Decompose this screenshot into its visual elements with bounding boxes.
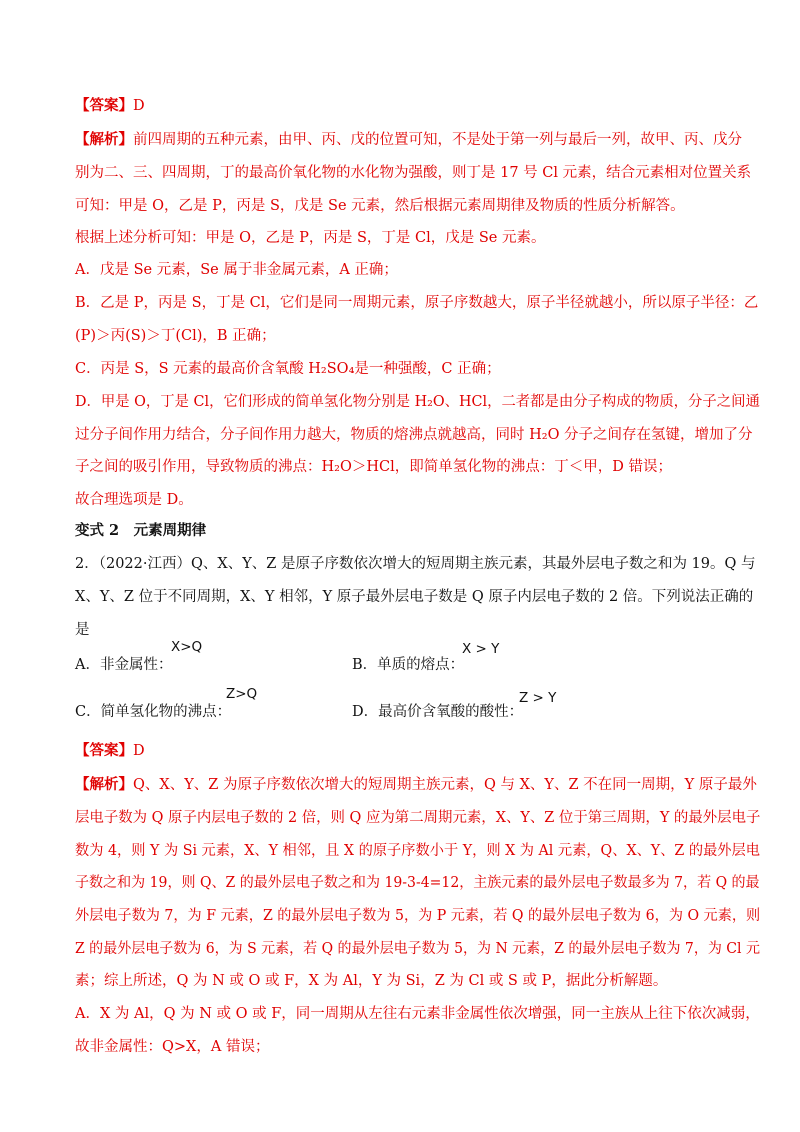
option-a-label: A．非金属性： [75, 657, 173, 673]
analysis-line [75, 130, 742, 150]
analysis-line: 可知：甲是 O，乙是 P，丙是 S，戊是 Se 元素，然后根据元素周期律及物质的性质分析解答。 [75, 198, 685, 214]
analysis-line: 过分子间作用力结合，分子间作用力越大，物质的熔沸点就越高，同时 H₂O 分子之间存在氢键，增加了分 [75, 427, 753, 443]
option-b-label: B．单质的熔点： [352, 657, 465, 673]
analysis-line: 子之间的吸引作用，导致物质的沸点：H₂O＞HCl，即简单氢化物的沸点：丁＜甲，D 错误； [75, 459, 672, 475]
analysis-line: 外层电子数为 7，为 F 元素，Z 的最外层电子数为 5，为 P 元素，若 Q 的最外层电子数为 6，为 O 元素，则 [75, 908, 761, 924]
answer-tag: 【答案】 [75, 97, 133, 114]
analysis-text: Q、X、Y、Z 为原子序数依次增大的短周期主族元素，Q 与 X、Y、Z 不在同一周期，Y 原子最外 [133, 777, 757, 793]
answer-value: D [133, 743, 145, 759]
option-c-label: C．简单氢化物的沸点： [75, 704, 232, 720]
analysis-line: 数为 4，则 Y 为 Si 元素，X、Y 相邻，且 X 的原子序数小于 Y，则 X 为 Al 元素，Q、X、Y、Z 的最外层电 [75, 843, 761, 859]
analysis-tag: 【解析】 [75, 776, 133, 793]
answer-value: D [133, 98, 145, 114]
analysis-line: 故非金属性：Q>X，A 错误； [75, 1039, 270, 1055]
analysis-line: (P)＞丙(S)＞丁(Cl)，B 正确； [75, 328, 276, 344]
analysis-line: A．X 为 Al，Q 为 N 或 O 或 F，同一周期从左往右元素非金属性依次增强，同一主族从上往下依次减弱， [75, 1006, 760, 1022]
answer-line [75, 741, 145, 761]
analysis-line: A．戊是 Se 元素，Se 属于非金属元素，A 正确； [75, 262, 398, 278]
analysis-line: C．丙是 S，S 元素的最高价含氧酸 H₂SO₄是一种强酸，C 正确； [75, 361, 501, 377]
answer-line [75, 96, 145, 116]
analysis-tag: 【解析】 [75, 131, 133, 148]
question-line: X、Y、Z 位于不同周期，X、Y 相邻，Y 原子最外层电子数是 Q 原子内层电子数的 2 倍。下列说法正确的 [75, 589, 754, 605]
question-line: 2．（2022·江西）Q、X、Y、Z 是原子序数依次增大的短周期主族元素，其最外层电子数之和为 19。Q 与 [75, 556, 756, 572]
analysis-line [75, 775, 757, 795]
analysis-line: B．乙是 P，丙是 S，丁是 Cl，它们是同一周期元素，原子序数越大，原子半径就越小，所以原子半径：乙 [75, 295, 759, 311]
option-a-formula: X>Q [171, 639, 203, 655]
answer-tag: 【答案】 [75, 742, 133, 759]
question-line: 是 [75, 622, 90, 638]
analysis-line: 故合理选项是 D。 [75, 492, 193, 508]
analysis-line: Z 的最外层电子数为 6，为 S 元素，若 Q 的最外层电子数为 5，为 N 元素，Z 的最外层电子数为 7，为 Cl 元 [75, 941, 760, 957]
option-b-formula: X > Y [462, 641, 500, 657]
analysis-line: 层电子数为 Q 原子内层电子数的 2 倍，则 Q 应为第二周期元素，X、Y、Z 位于第三周期，Y 的最外层电子 [75, 810, 761, 826]
analysis-line: D．甲是 O，丁是 Cl，它们形成的简单氢化物分别是 H₂O、HCl，二者都是由分子构成的物质，分子之间通 [75, 394, 760, 410]
option-d-label: D．最高价含氧酸的酸性： [352, 704, 524, 720]
option-c-formula: Z>Q [226, 686, 258, 702]
analysis-line: 子数之和为 19，则 Q、Z 的最外层电子数之和为 19-3-4=12，主族元素的最外层电子数最多为 7，若 Q 的最 [75, 875, 760, 891]
analysis-text: 前四周期的五种元素，由甲、丙、戊的位置可知，不是处于第一列与最后一列，故甲、丙、戊分 [133, 132, 742, 148]
option-d-formula: Z > Y [519, 690, 557, 706]
analysis-line: 素；综上所述，Q 为 N 或 O 或 F，X 为 Al，Y 为 Si，Z 为 Cl 或 S 或 P，据此分析解题。 [75, 973, 668, 989]
section-heading: 变式 2 元素周期律 [75, 522, 207, 539]
analysis-line: 别为二、三、四周期，丁的最高价氧化物的水化物为强酸，则丁是 17 号 Cl 元素，结合元素相对位置关系 [75, 165, 752, 181]
analysis-line: 根据上述分析可知：甲是 O，乙是 P，丙是 S，丁是 Cl，戊是 Se 元素。 [75, 230, 546, 246]
